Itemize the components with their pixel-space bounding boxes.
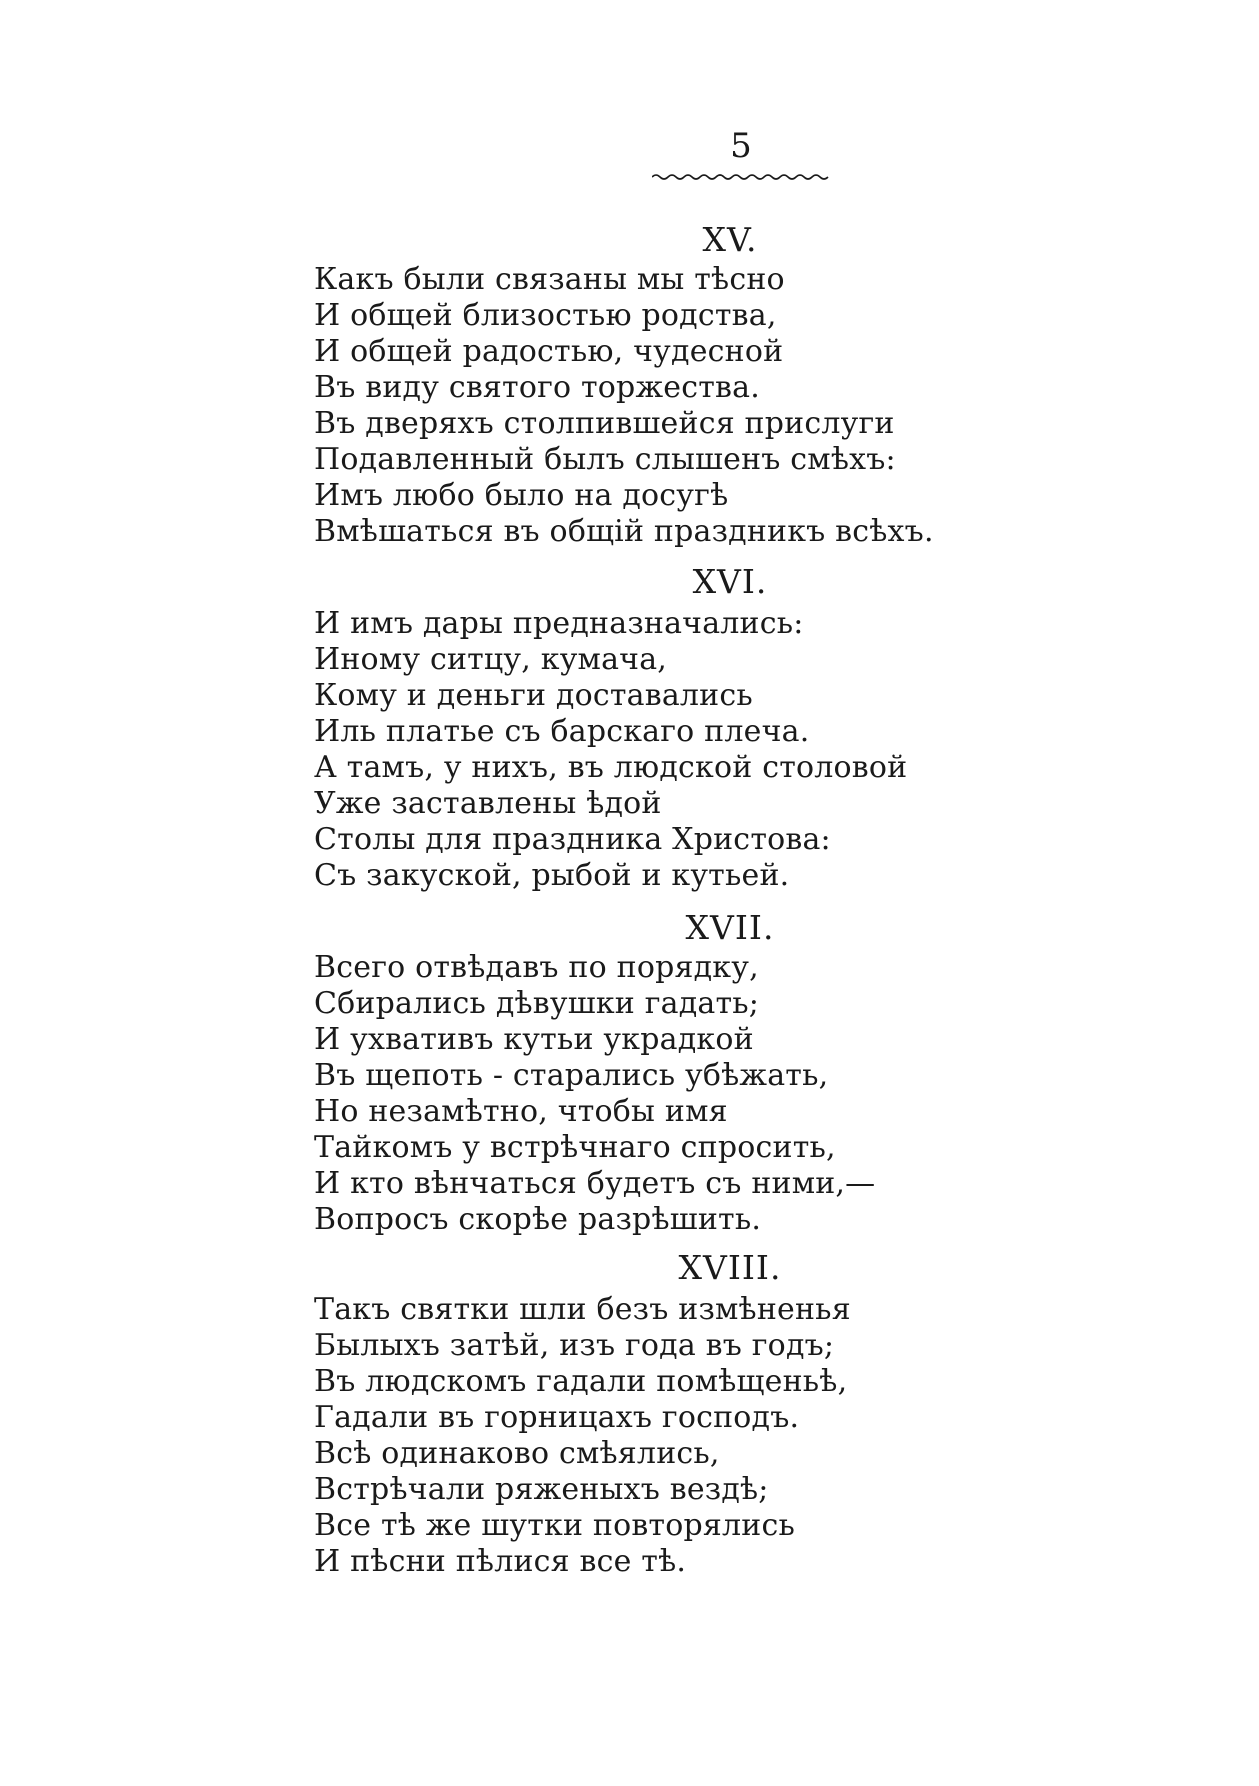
stanza-number: XVI. [692, 562, 768, 601]
stanza-xviii [314, 1292, 851, 1580]
verse-line: И ухвативъ кутьи украдкой [314, 1022, 754, 1057]
verse-line: Все тѣ же шутки повторялись [314, 1508, 795, 1543]
verse-line: Въ виду святого торжества. [314, 370, 760, 405]
stanza-xvi [314, 606, 907, 894]
stanza-xvii [314, 950, 875, 1238]
verse-line: Имъ любо было на досугѣ [314, 478, 729, 513]
verse-line: Но незамѣтно, чтобы имя [314, 1094, 728, 1129]
stanza-number: XV. [702, 220, 758, 259]
verse-line: Встрѣчали ряженыхъ вездѣ; [314, 1472, 769, 1507]
verse-line: Всѣ одинаково смѣялись, [314, 1436, 720, 1471]
verse-line: Столы для праздника Христова: [314, 822, 831, 857]
verse-line: Сбирались дѣвушки гадать; [314, 986, 760, 1021]
verse-line: Всего отвѣдавъ по порядку, [314, 950, 759, 985]
verse-line: И имъ дары предназначались: [314, 606, 804, 641]
verse-line: Былыхъ затѣй, изъ года въ годъ; [314, 1328, 835, 1363]
verse-line: Тайкомъ у встрѣчнаго спросить, [314, 1130, 836, 1165]
verse-line: Въ дверяхъ столпившейся прислуги [314, 406, 895, 441]
verse-line: Иль платье съ барскаго плеча. [314, 714, 810, 749]
verse-line: А тамъ, у нихъ, въ людской столовой [314, 750, 908, 785]
verse-line: Въ щепоть - старались убѣжать, [314, 1058, 829, 1093]
verse-line: Такъ святки шли безъ измѣненья [314, 1292, 851, 1327]
stanza-xv [314, 262, 934, 550]
verse-line: Кому и деньги доставались [314, 678, 753, 713]
verse-line: Въ людскомъ гадали помѣщеньѣ, [314, 1364, 848, 1399]
verse-line: Вмѣшаться въ общій праздникъ всѣхъ. [314, 514, 934, 549]
verse-line: Вопросъ скорѣе разрѣшить. [314, 1202, 762, 1237]
verse-line: Какъ были связаны мы тѣсно [314, 262, 785, 297]
stanza-number: XVIII. [678, 1248, 782, 1287]
verse-line: Подавленный былъ слышенъ смѣхъ: [314, 442, 896, 477]
page-number: 5 [730, 126, 752, 166]
verse-line: И общей близостью родства, [314, 298, 777, 333]
verse-line: И общей радостью, чудесной [314, 334, 784, 369]
verse-line: Иному ситцу, кумача, [314, 642, 668, 677]
stanza-number: XVII. [685, 908, 775, 947]
verse-line: Уже заставлены ѣдой [314, 786, 662, 821]
verse-line: Гадали въ горницахъ господъ. [314, 1400, 800, 1435]
verse-line: Съ закуской, рыбой и кутьей. [314, 858, 790, 893]
verse-line: И пѣсни пѣлися все тѣ. [314, 1544, 687, 1579]
verse-line: И кто вѣнчаться будетъ съ ними,— [314, 1166, 876, 1201]
